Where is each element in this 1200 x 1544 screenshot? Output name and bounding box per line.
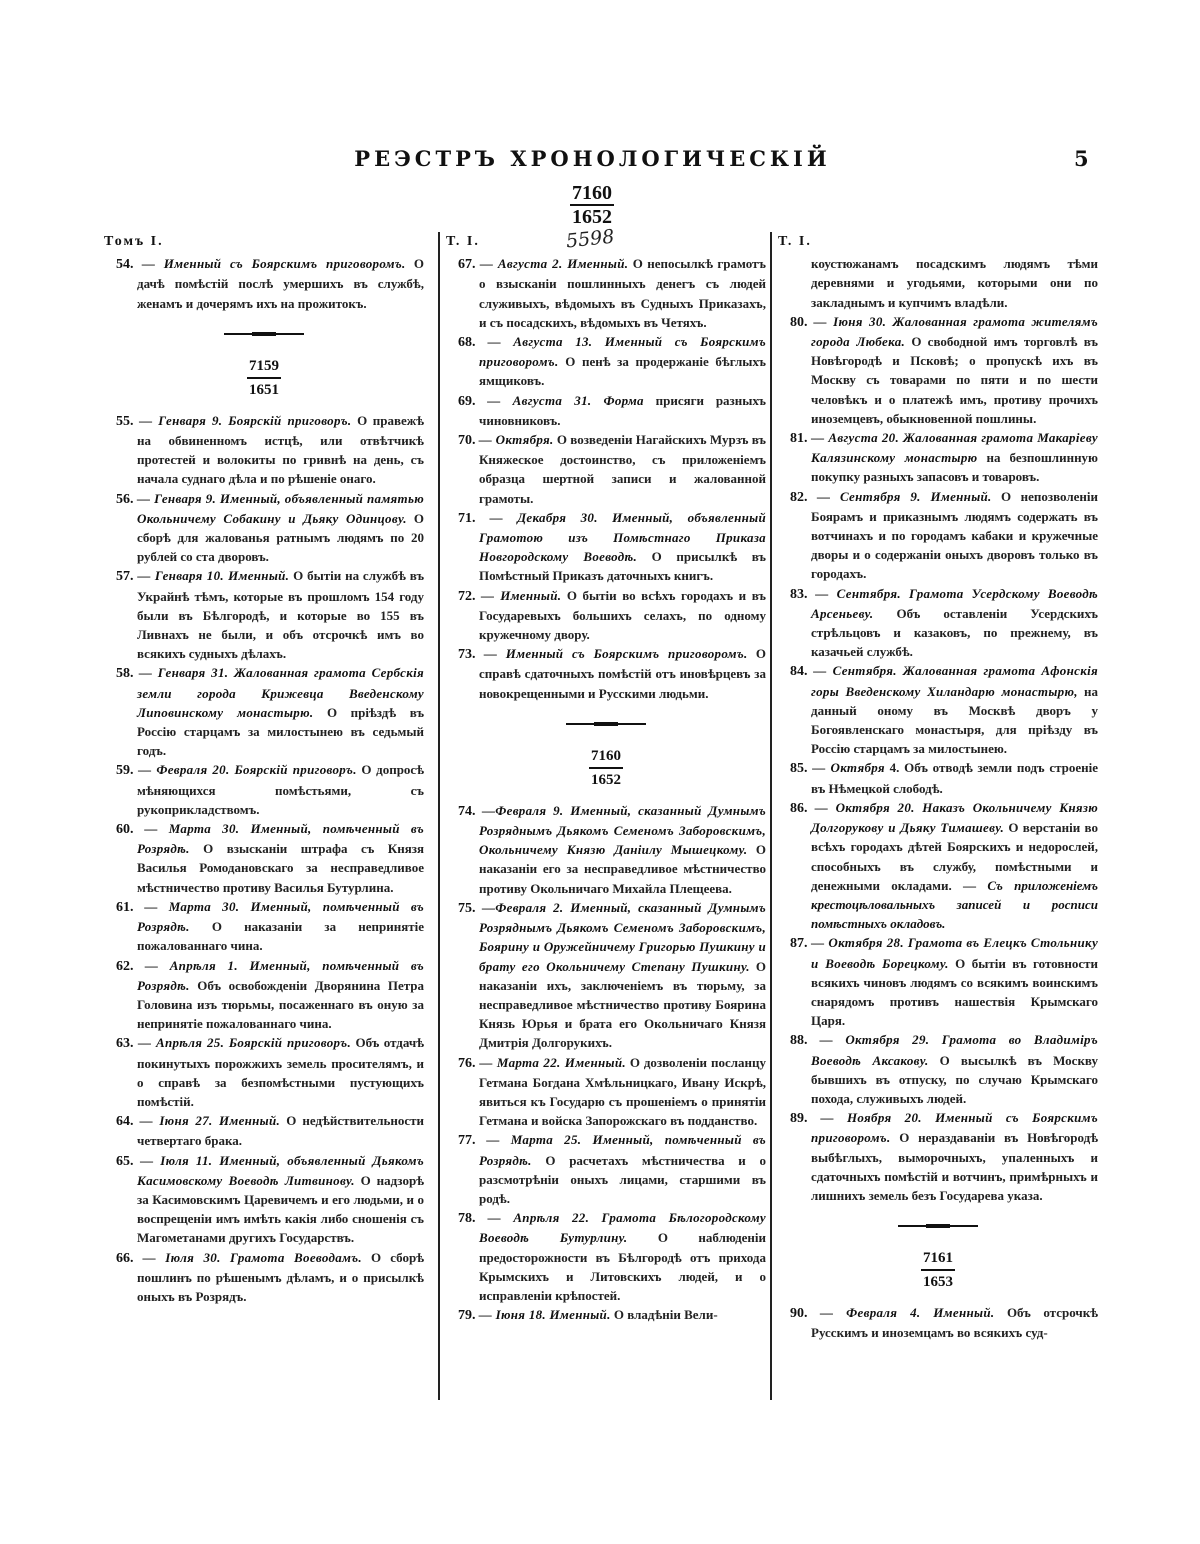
entry-continuation: коустюжанамъ посадскимъ людямъ тѣми деревнями и угодьями, которыми они по закладнымъ и купчимъ владѣли. (811, 256, 1098, 310)
entry-number: 58. (116, 666, 134, 682)
register-entry (104, 1248, 424, 1307)
entry-summary: О допросѣ мѣняющихся помѣстьями, съ рукоприкладствомъ. (137, 762, 424, 817)
entry-heading: — Генваря 31. Жалованная грамота Сербскія земли города Крижевца Введенскому Липовинскому монастырю. (137, 665, 424, 720)
entry-heading: — Августа 31. Форма (487, 392, 644, 408)
entry-number: 80. (790, 314, 808, 330)
entry-heading: — Іюля 30. Грамота Воеводамъ. (142, 1249, 362, 1265)
entry-number: 90. (790, 1306, 808, 1322)
entry-heading: — Именный. (481, 587, 562, 603)
page-number: 5 (1074, 146, 1089, 171)
entry-attachment-note: — Съ приложеніемъ крестоцѣловальныхъ записей и росписи помѣстныхъ окладовъ. (811, 877, 1098, 932)
entry-heading: — Декабря 30. Именный, объявленный Грамотою изъ Помѣстнаго Приказа Новгородскому Воеводѣ. (479, 509, 767, 565)
entry-number: 87. (790, 936, 808, 952)
register-entry (446, 391, 766, 430)
entry-summary: О недѣйствительности четвертаго брака. (137, 1113, 424, 1149)
entry-summary: О бытіи въ готовности всякихъ чиновъ людямъ со всякимъ воинскимъ снарядомъ противъ нашествія Крымскаго Царя. (811, 955, 1098, 1029)
entry-heading: — Іюня 30. Жалованная грамота жителямъ города Любека. (811, 313, 1098, 350)
register-entry (104, 1151, 424, 1248)
entry-summary: О сборѣ для жалованья ратнымъ людямъ по 20 рублей со ста дворовъ. (137, 510, 424, 565)
entry-number: 75. (458, 900, 476, 916)
entry-summary: О пенѣ за продержаніе бѣглыхъ ямщиковъ. (479, 354, 767, 389)
entry-heading: —Февраля 9. Именный, сказанный Думнымъ Розряднымъ Дьякомъ Семеномъ Заборовскимъ, Окольничему Князю Даніилу Мышецкому. (479, 802, 767, 858)
entry-summary: О возведеніи Нагайскихъ Мурзъ въ Княжеское достоинство, съ приложеніемъ образца шертной записи и жалованной грамоты. (479, 432, 766, 506)
year-anno-mundi: 7159 (247, 355, 281, 379)
entry-summary: О наблюденіи предосторожности въ Бѣлгородѣ отъ прихода Крымскихъ и Литовскихъ людей, и о исправленіи крѣпостей. (479, 1230, 767, 1303)
register-entry (778, 798, 1098, 933)
entry-number: 79. (458, 1308, 476, 1324)
entry-number: 84. (790, 664, 808, 680)
entry-number: 82. (790, 489, 808, 505)
entry-heading: — Марта 22. Именный. (479, 1054, 626, 1070)
column-1 (104, 232, 424, 1306)
entry-summary: на безпошлинную покупку разныхъ запасовъ и товаровъ. (811, 450, 1098, 485)
entry-heading: — Октября 20. Наказъ Окольничему Князю Долгорукову и Дьяку Тимашеву. (811, 799, 1098, 836)
entry-number: 85. (790, 761, 808, 777)
register-entry (446, 801, 766, 898)
entry-heading: — Генваря 9. Именный, объявленный памятью Окольничему Собакину и Дьяку Одинцову. (137, 490, 424, 526)
entry-number: 62. (116, 958, 134, 974)
entry-summary: О пріѣздѣ въ Россію старцамъ за милостынею въ седьмый годъ. (137, 704, 425, 759)
register-entry (778, 1108, 1098, 1205)
entry-heading: — Генваря 9. Боярскій приговоръ. (139, 412, 352, 428)
register-entry (104, 897, 424, 956)
entry-summary: О непозволеніи Боярамъ и приказнымъ людямъ содержать въ вотчинахъ и по городамъ кабаки и кружечные дворы и о содержаніи оныхъ дворовъ только въ городахъ. (811, 488, 1098, 582)
register-entry (446, 586, 766, 645)
year-anno-mundi: 7160 (589, 745, 623, 769)
entry-heading: — Апрѣля 25. Боярскій приговоръ. (137, 1035, 351, 1051)
register-entry (446, 1208, 766, 1305)
entry-summary: О нераздаваніи въ Новѣгородѣ выбѣглыхъ, выморочныхъ, упаленныхъ и сдаточныхъ помѣстій и вотчинъ, примѣрныхъ и лишнихъ земель безъ Государева указа. (811, 1130, 1098, 1203)
entry-number: 65. (116, 1153, 134, 1169)
entry-summary: О расчетахъ мѣстничества и о разсмотрѣніи оныхъ лицами, старшими въ родѣ. (479, 1152, 766, 1206)
register-entry (446, 1130, 766, 1208)
register-entry (104, 819, 424, 897)
entry-heading: — Октября 29. Грамота во Владиміръ Воеводѣ Аксакову. (811, 1032, 1098, 1068)
entry-heading: — Сентября. Грамота Усердскому Воеводѣ Арсеньеву. (811, 585, 1098, 621)
entry-summary: О дачѣ помѣстій послѣ умершихъ въ службѣ, женамъ и дочерямъ ихъ на прожитокъ. (137, 256, 425, 311)
register-entry (778, 487, 1098, 584)
entry-heading: — Генваря 10. Именный. (137, 568, 290, 584)
entry-summary: О бытіи на службѣ въ Украйнѣ тѣмъ, которые въ прошломъ 154 году были въ Бѣлгородѣ, и которые во 155 въ Ливнахъ не были, и объ отсрочкѣ имъ во всякихъ судныхъ дѣлахъ. (137, 568, 425, 662)
handwritten-note: 5598 (564, 225, 616, 253)
entry-number: 81. (790, 431, 808, 447)
register-entry (104, 566, 424, 663)
entry-number: 73. (458, 647, 476, 663)
entry-heading: — Сентября 9. Именный. (816, 488, 992, 504)
entry-number: 83. (790, 586, 808, 602)
entry-summary: О сборѣ пошлинъ по рѣшенымъ дѣламъ, и о присылкѣ оныхъ въ Розрядъ. (137, 1249, 425, 1304)
entry-number: 63. (116, 1036, 134, 1052)
register-entry (104, 760, 424, 819)
entry-summary: О наказаніи его за несправедливое мѣстничество противу Окольничаго Михайла Плещеева. (479, 842, 766, 896)
register-entry (104, 411, 424, 489)
entry-summary: О непосылкѣ грамотъ о взысканіи пошлинныхъ денегъ съ людей служивыхъ, вѣдомыхъ въ Судныхъ Приказахъ, и съ посадскихъ, вѣдомыхъ въ Четяхъ. (479, 256, 767, 330)
entry-number: 64. (116, 1114, 134, 1130)
entry-summary: 4. Объ отводѣ земли подъ строеніе въ Нѣмецкой слободѣ. (811, 760, 1099, 796)
entry-heading: — Іюня 27. Именный. (139, 1113, 281, 1129)
register-entry (104, 1111, 424, 1150)
column-volume-header: Томъ I. (104, 234, 164, 249)
entry-summary: О справѣ сдаточныхъ помѣстій отъ иновѣрцевъ за новокрещенными и Русскими людьми. (479, 646, 767, 701)
register-entry (778, 1030, 1098, 1108)
entry-heading: — Февраля 4. Именный. (820, 1305, 995, 1321)
entry-number: 57. (116, 569, 134, 585)
entry-heading: — Апрѣля 22. Грамота Бѣлогородскому Воеводѣ Бутурлину. (479, 1210, 767, 1246)
entry-summary: О взысканіи штрафа съ Князя Василья Ромодановскаго за несправедливое мѣстничество противу Василья Бутурлина. (137, 841, 425, 895)
entry-number: 88. (790, 1033, 808, 1049)
entry-number: 56. (116, 491, 134, 507)
register-entry (778, 661, 1098, 758)
year-anno-mundi: 7160 (572, 182, 612, 204)
year-anno-domini: 1653 (923, 1274, 953, 1291)
section-year-header (542, 182, 642, 228)
year-anno-domini: 1652 (572, 206, 612, 228)
entry-number: 78. (458, 1211, 476, 1227)
register-entry (778, 933, 1098, 1030)
register-entry (446, 254, 766, 332)
column-2 (438, 232, 766, 1400)
entry-number: 61. (116, 899, 134, 915)
entry-number: 69. (458, 393, 476, 409)
register-entry (446, 430, 766, 508)
register-entry (778, 584, 1098, 662)
entry-heading: — Марта 30. Именный, помѣченный въ Розрядѣ. (137, 821, 424, 857)
entry-number: 72. (458, 588, 476, 604)
entry-number: 86. (790, 800, 808, 816)
entry-summary: О наказаніи за непринятіе пожалованнаго чина. (137, 919, 424, 954)
entry-summary: О надзорѣ за Касимовскимъ Царевичемъ и его людьми, и о воспрещеніи имъ имѣть какія либо сношенія съ Магометанами другихъ Государствъ. (137, 1172, 424, 1246)
entry-number: 60. (116, 822, 134, 838)
entry-heading: — Октября. (478, 432, 554, 448)
entry-number: 55. (116, 413, 134, 429)
register-entry (446, 644, 766, 703)
entry-number: 70. (458, 433, 476, 449)
entry-summary: Объ отдачѣ покинутыхъ порожжихъ земель просителямъ, и о справѣ за безпомѣстными пустующихъ помѣстій. (137, 1035, 424, 1109)
entry-number: 54. (116, 257, 134, 273)
section-divider (898, 1225, 978, 1227)
register-entry (778, 1303, 1098, 1342)
entry-number: 89. (790, 1111, 808, 1127)
year-heading (104, 355, 424, 401)
entry-summary: О наказаніи ихъ, заключеніемъ въ тюрьму, за несправедливое мѣстничество противу Боярина Князь Юрья и брата его Окольничаго Князя Дмитрія Долгорукихъ. (479, 958, 766, 1051)
column-3 (770, 232, 1098, 1400)
year-heading (778, 1247, 1098, 1293)
entry-heading: — Апрѣля 1. Именный, помѣченный въ Розрядѣ. (137, 957, 425, 993)
entry-heading: — Августа 20. Жалованная грамота Макаріеву Калязинскому монастырю (811, 430, 1098, 466)
register-entry (104, 489, 424, 567)
entry-number: 67. (458, 257, 476, 273)
register-entry (778, 758, 1098, 797)
column-volume-header: Т. I. (446, 234, 480, 249)
entry-heading: — Іюня 18. Именный. (478, 1307, 611, 1323)
entry-heading: — Ноября 20. Именный съ Боярскимъ приговоромъ. (811, 1110, 1099, 1146)
register-entry (446, 1305, 766, 1325)
entry-summary: О владѣніи Вели- (613, 1307, 718, 1323)
entry-heading: —Февраля 2. Именный, сказанный Думнымъ Розряднымъ Дьякомъ Семеномъ Заборовскимъ, Боярину и Оружейничему Григорью Пушкину и брату его Окольничему Степану Пушкину. (479, 899, 767, 974)
entry-heading: — Именный съ Боярскимъ приговоромъ. (483, 646, 748, 662)
section-divider (224, 333, 304, 335)
entry-heading: — Октября (812, 760, 885, 776)
entry-number: 68. (458, 335, 476, 351)
entry-number: 77. (458, 1133, 476, 1149)
year-anno-mundi: 7161 (921, 1247, 955, 1271)
register-entry (446, 1053, 766, 1131)
entry-number: 59. (116, 763, 134, 779)
register-entry (446, 332, 766, 391)
section-divider (566, 723, 646, 725)
page-title: РЕЭСТРЪ ХРОНОЛОГИЧЕСКІЙ (354, 146, 831, 171)
register-entry (104, 1033, 424, 1111)
entry-summary: О бытіи во всѣхъ городахъ и въ Государевыхъ большихъ селахъ, по одному кружечному двору. (479, 587, 766, 643)
entry-heading: — Именный съ Боярскимъ приговоромъ. (141, 256, 406, 272)
entry-heading: — Сентября. Жалованная грамота Афонскія горы Введенскому Хиландарю монастырю, (811, 663, 1098, 699)
entry-summary: на данный оному въ Москвѣ дворъ у Богоявленскаго монастыря, для пріѣзду въ Россію старцамъ за милостынею. (811, 683, 1098, 757)
register-entry (778, 428, 1098, 487)
entry-summary: О высылкѣ въ Москву бывшихъ въ отпуску, по случаю Крымскаго похода, служивыхъ людей. (811, 1052, 1099, 1106)
entry-summary: О присылкѣ въ Помѣстный Приказъ даточныхъ книгъ. (479, 549, 767, 584)
entry-heading: — Октября 28. Грамота въ Елецкъ Стольнику и Воеводѣ Борецкому. (811, 935, 1099, 971)
entry-summary: Объ отсрочкѣ Русскимъ и иноземцамъ во всякихъ суд- (811, 1305, 1098, 1341)
register-entry (104, 663, 424, 760)
entry-heading: — Августа 2. Именный. (479, 256, 629, 272)
column-volume-header: Т. I. (778, 234, 812, 249)
entry-summary: присяги разныхъ чиновниковъ. (479, 392, 767, 428)
entry-number: 76. (458, 1055, 476, 1071)
entry-number: 74. (458, 803, 476, 819)
entry-heading: — Іюля 11. Именный, объявленный Дьякомъ Касимовскому Воеводѣ Литвинову. (137, 1152, 424, 1188)
year-heading (446, 745, 766, 791)
entry-heading: — Августа 13. Именный съ Боярскимъ приговоромъ. (479, 334, 766, 370)
year-anno-domini: 1651 (249, 381, 279, 398)
entry-summary: О дозволеніи посланцу Гетмана Богдана Хмѣльницкаго, Ивану Искрѣ, явиться къ Государю съ прошеніемъ о принятіи Гетмана и войска Запорожскаго въ подданство. (479, 1054, 766, 1129)
entry-number: 71. (458, 510, 476, 526)
entry-summary: О правежѣ на обвиненномъ истцѣ, или отвѣтчикѣ протестей и волокиты по гривнѣ на день, съ начала суднаго дѣла и по рѣшеніе онаго. (137, 412, 424, 487)
register-entry (104, 254, 424, 313)
entry-heading: — Марта 30. Именный, помѣченный въ Розрядѣ. (137, 898, 424, 935)
entry-summary: Объ освобожденіи Дворянина Петра Головина изъ тюрьмы, посаженнаго въ оную за непринятіе пожалованнаго чина. (137, 977, 424, 1032)
year-anno-domini: 1652 (591, 771, 621, 788)
entry-summary: О верстаніи во всѣхъ городахъ дѣтей Боярскихъ и недорослей, способныхъ въ службу, помѣстными и денежными окладами. (811, 820, 1098, 893)
entry-heading: — Февраля 20. Боярскій приговоръ. (138, 762, 357, 778)
entry-number: 66. (116, 1250, 134, 1266)
register-entry (104, 956, 424, 1034)
entry-summary: О свободной имъ торговлѣ въ Новѣгородѣ и Псковѣ; о пропускѣ ихъ въ Москву съ товарами по пяти и по шести человѣкъ и о платежѣ имъ, противу прочихъ иноземцевъ, обыкновенной пошлины. (811, 334, 1099, 426)
register-entry (778, 312, 1098, 428)
register-entry (446, 898, 766, 1053)
entry-heading: — Марта 25. Именный, помѣченный въ Розрядѣ. (479, 1132, 766, 1168)
entry-summary: Объ оставленіи Усердскихъ стрѣльцовъ и казаковъ, по прежнему, въ казачьей службѣ. (811, 605, 1099, 660)
register-entry (446, 508, 766, 586)
